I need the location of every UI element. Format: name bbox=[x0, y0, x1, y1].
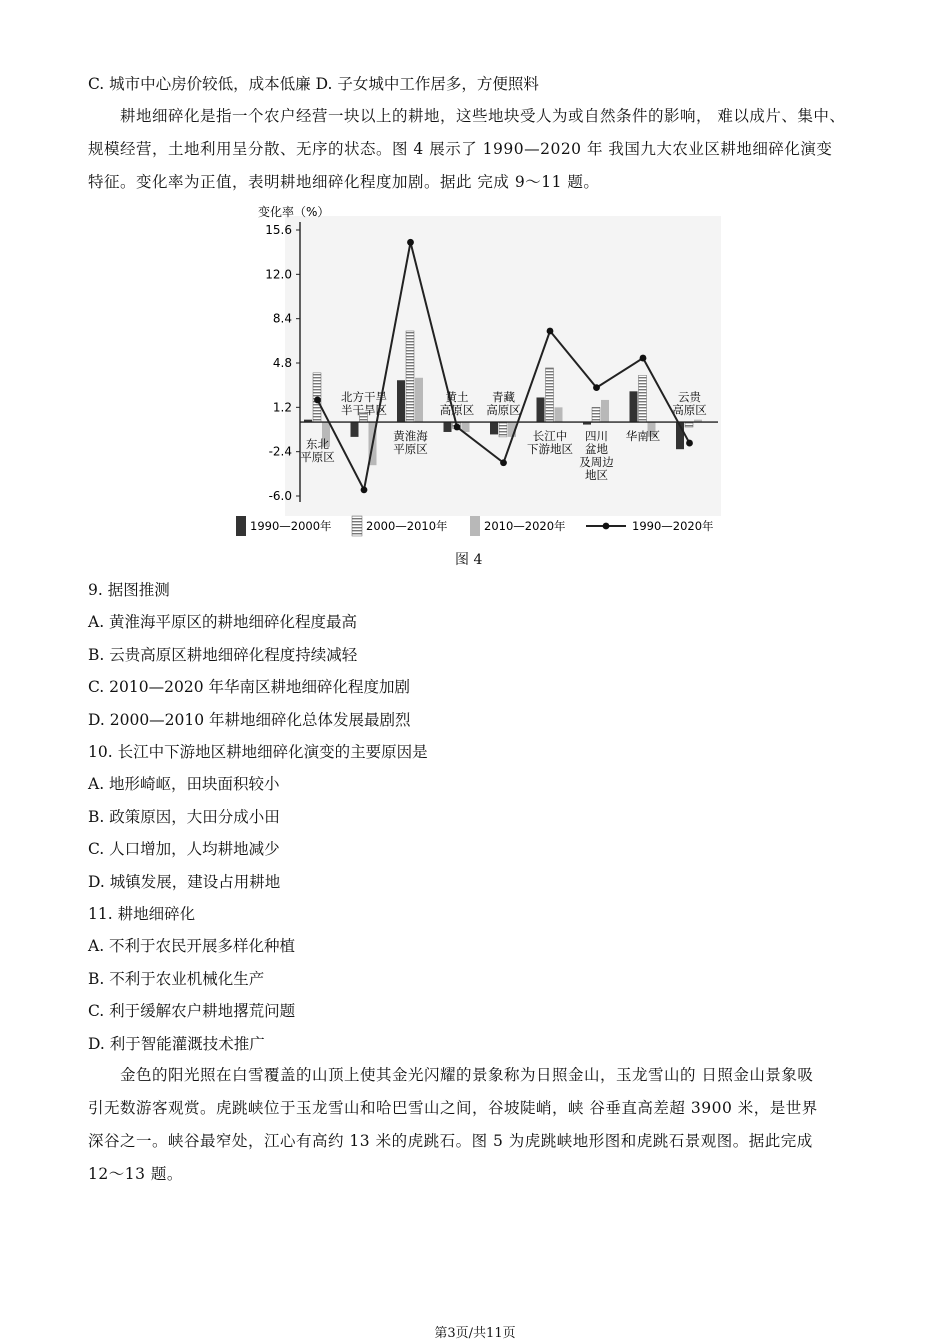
question-option: A. 不利于农民开展多样化种植 bbox=[88, 937, 296, 956]
category-label: 高原区 bbox=[672, 403, 707, 418]
bar-3 bbox=[555, 407, 563, 422]
category-label: 盆地 bbox=[585, 442, 608, 457]
y-tick-label: 8.4 bbox=[272, 311, 292, 326]
category-label: 及周边 bbox=[579, 455, 614, 470]
question-stem: 10. 长江中下游地区耕地细碎化演变的主要原因是 bbox=[88, 743, 428, 761]
category-label: 黄土 bbox=[445, 390, 469, 405]
figure-caption: 图 4 bbox=[455, 552, 483, 568]
question-option: B. 政策原因，大田分成小田 bbox=[88, 807, 280, 826]
line-point bbox=[454, 424, 461, 431]
category-label: 华南区 bbox=[625, 429, 661, 444]
category-label: 黄淮海 bbox=[393, 429, 428, 444]
passage-2-line-1: 金色的阳光照在白雪覆盖的山顶上使其金光闪耀的景象称为日照金山，玉龙雪山的 日照金山景象吸 bbox=[120, 1066, 814, 1084]
line-point bbox=[407, 239, 414, 246]
line-point bbox=[640, 355, 647, 362]
passage-2 bbox=[88, 1059, 888, 1191]
intro-line-1: 耕地细碎化是指一个农户经营一块以上的耕地，这些地块受人为或自然条件的影响， 难以成片、集中、 bbox=[120, 107, 846, 125]
intro-paragraph bbox=[88, 100, 888, 199]
legend-label: 2000—2010年 bbox=[366, 519, 448, 533]
question-stem: 9. 据图推测 bbox=[88, 581, 170, 599]
plot-background bbox=[285, 216, 721, 516]
category-label: 长江中 bbox=[532, 429, 568, 444]
chart-svg bbox=[230, 200, 730, 545]
bar-2 bbox=[685, 422, 693, 427]
y-tick-label: 4.8 bbox=[272, 356, 292, 370]
question-option: B. 不利于农业机械化生产 bbox=[88, 969, 265, 988]
category-label: 东北 bbox=[306, 437, 329, 452]
bar-2 bbox=[592, 407, 600, 422]
category-label: 半干旱区 bbox=[341, 403, 387, 418]
line-point bbox=[500, 459, 507, 466]
legend-swatch-3 bbox=[470, 516, 480, 536]
page-footer: 第3页/共11页 bbox=[434, 1326, 516, 1341]
figure-4-chart bbox=[230, 200, 730, 545]
question-stem: 11. 耕地细碎化 bbox=[88, 905, 196, 923]
question-option: A. 地形崎岖，田块面积较小 bbox=[88, 775, 280, 794]
category-label: 高原区 bbox=[486, 403, 521, 418]
question-option: D. 2000—2010 年耕地细碎化总体发展最剧烈 bbox=[88, 710, 411, 729]
question-option: C. 2010—2020 年华南区耕地细碎化程度加剧 bbox=[88, 678, 410, 697]
legend-label: 1990—2020年 bbox=[632, 519, 714, 533]
y-tick-label: 12.0 bbox=[265, 267, 292, 282]
bar-1 bbox=[444, 422, 452, 432]
legend-label: 1990—2000年 bbox=[250, 519, 332, 533]
bar-2 bbox=[639, 375, 647, 422]
bar-2 bbox=[499, 422, 507, 437]
question-option: A. 黄淮海平原区的耕地细碎化程度最高 bbox=[88, 613, 358, 632]
question-option: D. 利于智能灌溉技术推广 bbox=[88, 1034, 265, 1053]
category-label: 北方干旱 bbox=[341, 390, 387, 405]
y-tick-label: 15.6 bbox=[265, 223, 292, 237]
bar-1 bbox=[397, 380, 405, 422]
bar-2 bbox=[546, 368, 554, 422]
y-tick-label: -6.0 bbox=[268, 489, 292, 503]
bar-3 bbox=[601, 400, 609, 422]
question-option: D. 城镇发展，建设占用耕地 bbox=[88, 872, 281, 891]
previous-question-option-cd: C. 城市中心房价较低，成本低廉 D. 子女城中工作居多，方便照料 bbox=[88, 75, 539, 93]
bar-3 bbox=[415, 378, 423, 422]
line-point bbox=[593, 384, 600, 391]
passage-2-line-2: 引无数游客观赏。虎跳峡位于玉龙雪山和哈巴雪山之间，谷坡陡峭，峡 谷垂直高差超 3900 米，是世界 bbox=[88, 1099, 818, 1117]
bar-2 bbox=[406, 331, 414, 422]
intro-line-3: 特征。变化率为正值，表明耕地细碎化程度加剧。据此 完成 9～11 题。 bbox=[88, 173, 600, 191]
bar-1 bbox=[351, 422, 359, 437]
category-label: 青藏 bbox=[492, 390, 515, 405]
category-label: 下游地区 bbox=[527, 442, 573, 457]
line-point bbox=[314, 397, 321, 404]
passage-2-line-4: 12～13 题。 bbox=[88, 1165, 183, 1183]
category-label: 地区 bbox=[585, 468, 608, 483]
legend-swatch-2 bbox=[352, 516, 362, 536]
category-label: 四川 bbox=[585, 429, 608, 444]
legend-swatch-1 bbox=[236, 516, 246, 536]
category-label: 云贵 bbox=[678, 390, 701, 405]
legend-line-point bbox=[603, 523, 610, 530]
question-option: C. 人口增加，人均耕地减少 bbox=[88, 840, 280, 859]
line-point bbox=[361, 486, 368, 493]
question-option: C. 利于缓解农户耕地撂荒问题 bbox=[88, 1002, 296, 1021]
passage-2-line-3: 深谷之一。峡谷最窄处，江心有高约 13 米的虎跳石。图 5 为虎跳峡地形图和虎跳石景观图。据此完成 bbox=[88, 1132, 813, 1150]
category-label: 平原区 bbox=[393, 442, 428, 457]
question-option: B. 云贵高原区耕地细碎化程度持续减轻 bbox=[88, 645, 358, 664]
y-tick-label: 1.2 bbox=[272, 400, 292, 415]
bar-1 bbox=[630, 391, 638, 422]
legend-label: 2010—2020年 bbox=[484, 519, 566, 533]
intro-line-2: 规模经营，土地利用呈分散、无序的状态。图 4 展示了 1990—2020 年 我国九大农业区耕地细碎化演变 bbox=[88, 140, 833, 158]
category-label: 高原区 bbox=[439, 403, 475, 418]
line-point bbox=[547, 328, 554, 335]
y-axis-label: 变化率（%） bbox=[258, 205, 330, 219]
bar-1 bbox=[537, 397, 545, 422]
line-point bbox=[686, 440, 693, 447]
y-tick-label: -2.4 bbox=[268, 444, 292, 459]
bar-1 bbox=[490, 422, 498, 434]
category-label: 平原区 bbox=[300, 450, 335, 465]
